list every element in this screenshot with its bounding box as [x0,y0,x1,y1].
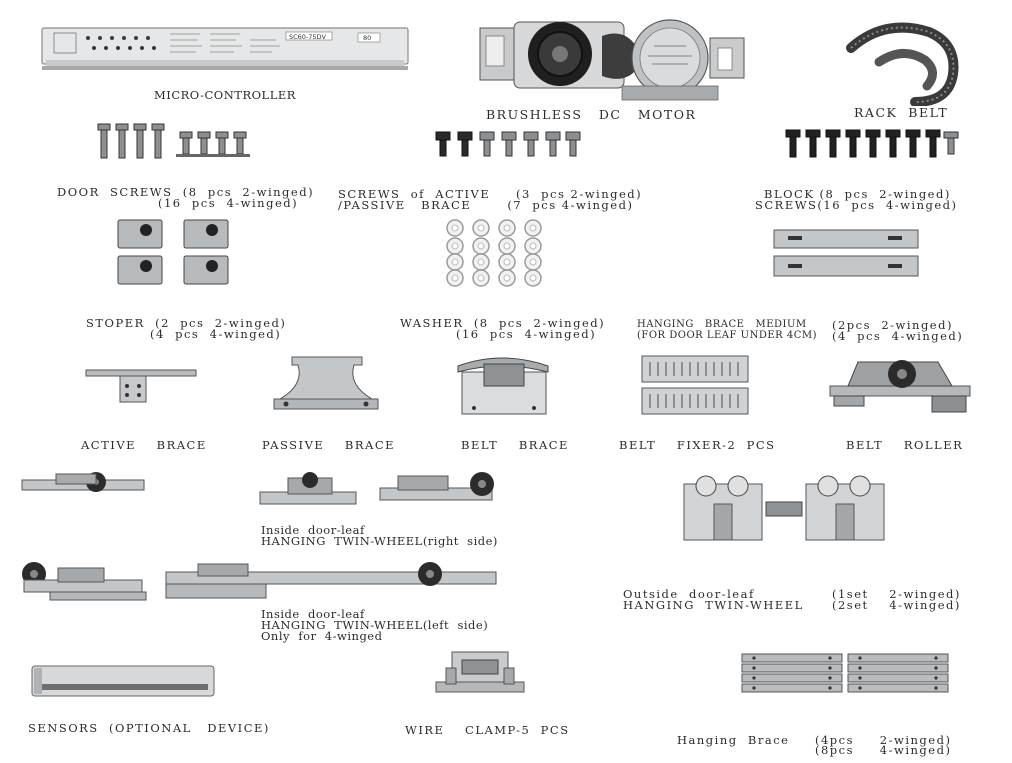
hanging-brace-qty-2: (8pcs 4-winged) [815,743,952,757]
belt-roller-image [828,356,972,414]
controller-model-text: SC60-75DV [289,33,326,41]
belt-fixer-image [640,354,750,416]
brace-screws-label-1: SCREWS of ACTIVE (3 pcs 2-winged) [338,187,643,201]
outside-twin-wheel-image [680,474,892,544]
inside-right-label-1: Inside door-leaf [261,523,365,537]
inside-left-label-2: HANGING TWIN-WHEEL(left side) [261,618,489,632]
micro-controller-image [40,24,412,72]
block-screws-image [784,126,960,160]
active-brace-image [84,368,198,404]
washer-label-1: WASHER (8 pcs 2-winged) [400,316,606,330]
inside-right-label-2: HANGING TWIN-WHEEL(right side) [261,534,498,548]
brace-screws-label-2: /PASSIVE BRACE (7 pcs 4-winged) [338,198,634,212]
hanging-brace-medium-qty-1: (2pcs 2-winged) [832,318,953,332]
passive-brace-label: PASSIVE BRACE [262,438,396,452]
passive-brace-image [268,355,384,415]
sensor-image [30,664,216,700]
door-screws-image [96,122,252,162]
hanging-brace-image [740,652,952,694]
rack-belt-label: RACK BELT [854,105,949,120]
inside-twin-wheel-right-image [256,470,504,516]
door-screws-label-1: DOOR SCREWS (8 pcs 2-winged) [57,185,315,199]
controller-badge-text: 80 [363,34,372,42]
outside-twin-qty-2: (2set 4-winged) [832,598,961,612]
stoper-label-1: STOPER (2 pcs 2-winged) [86,316,287,330]
inside-left-label-3: Only for 4-winged [261,629,383,643]
wire-clamp-label: WIRE CLAMP-5 PCS [405,723,570,737]
hanging-brace-medium-image [772,226,920,282]
twin-wheel-small-image [20,470,146,500]
inside-left-label-1: Inside door-leaf [261,607,365,621]
belt-brace-label: BELT BRACE [461,438,569,452]
inside-twin-wheel-left-image [18,560,500,606]
brushless-motor-label: BRUSHLESS DC MOTOR [486,107,697,122]
brushless-motor-image [474,18,750,104]
hanging-brace-medium-qty-2: (4 pcs 4-winged) [832,329,964,343]
washer-label-2: (16 pcs 4-winged) [456,327,597,341]
hanging-brace-qty-1: (4pcs 2-winged) [815,733,952,747]
door-screws-label-2: (16 pcs 4-winged) [158,196,299,210]
stoper-label-2: (4 pcs 4-winged) [150,327,282,341]
belt-brace-image [454,354,552,416]
block-screws-label-1: BLOCK (8 pcs 2-winged) [764,187,951,201]
sensors-label: SENSORS (OPTIONAL DEVICE) [28,721,270,735]
active-brace-label: ACTIVE BRACE [81,438,207,452]
outside-twin-qty-1: (1set 2-winged) [832,587,961,601]
outside-twin-label-1: Outside door-leaf [623,587,755,601]
belt-roller-label: BELT ROLLER [846,438,964,452]
washer-image [443,218,551,288]
brace-screws-image [434,128,584,160]
stoper-image [116,218,234,288]
rack-belt-image [845,22,960,106]
wire-clamp-image [432,648,528,696]
hanging-brace-label: Hanging Brace [677,733,790,747]
block-screws-label-2: SCREWS(16 pcs 4-winged) [755,198,958,212]
micro-controller-label: MICRO-CONTROLLER [154,88,296,102]
hanging-brace-medium-label-1: HANGING BRACE MEDIUM [637,319,807,330]
hanging-brace-medium-label-2: (FOR DOOR LEAF UNDER 4CM) [637,330,818,341]
outside-twin-label-2: HANGING TWIN-WHEEL [623,598,804,612]
belt-fixer-label: BELT FIXER-2 PCS [619,438,776,452]
